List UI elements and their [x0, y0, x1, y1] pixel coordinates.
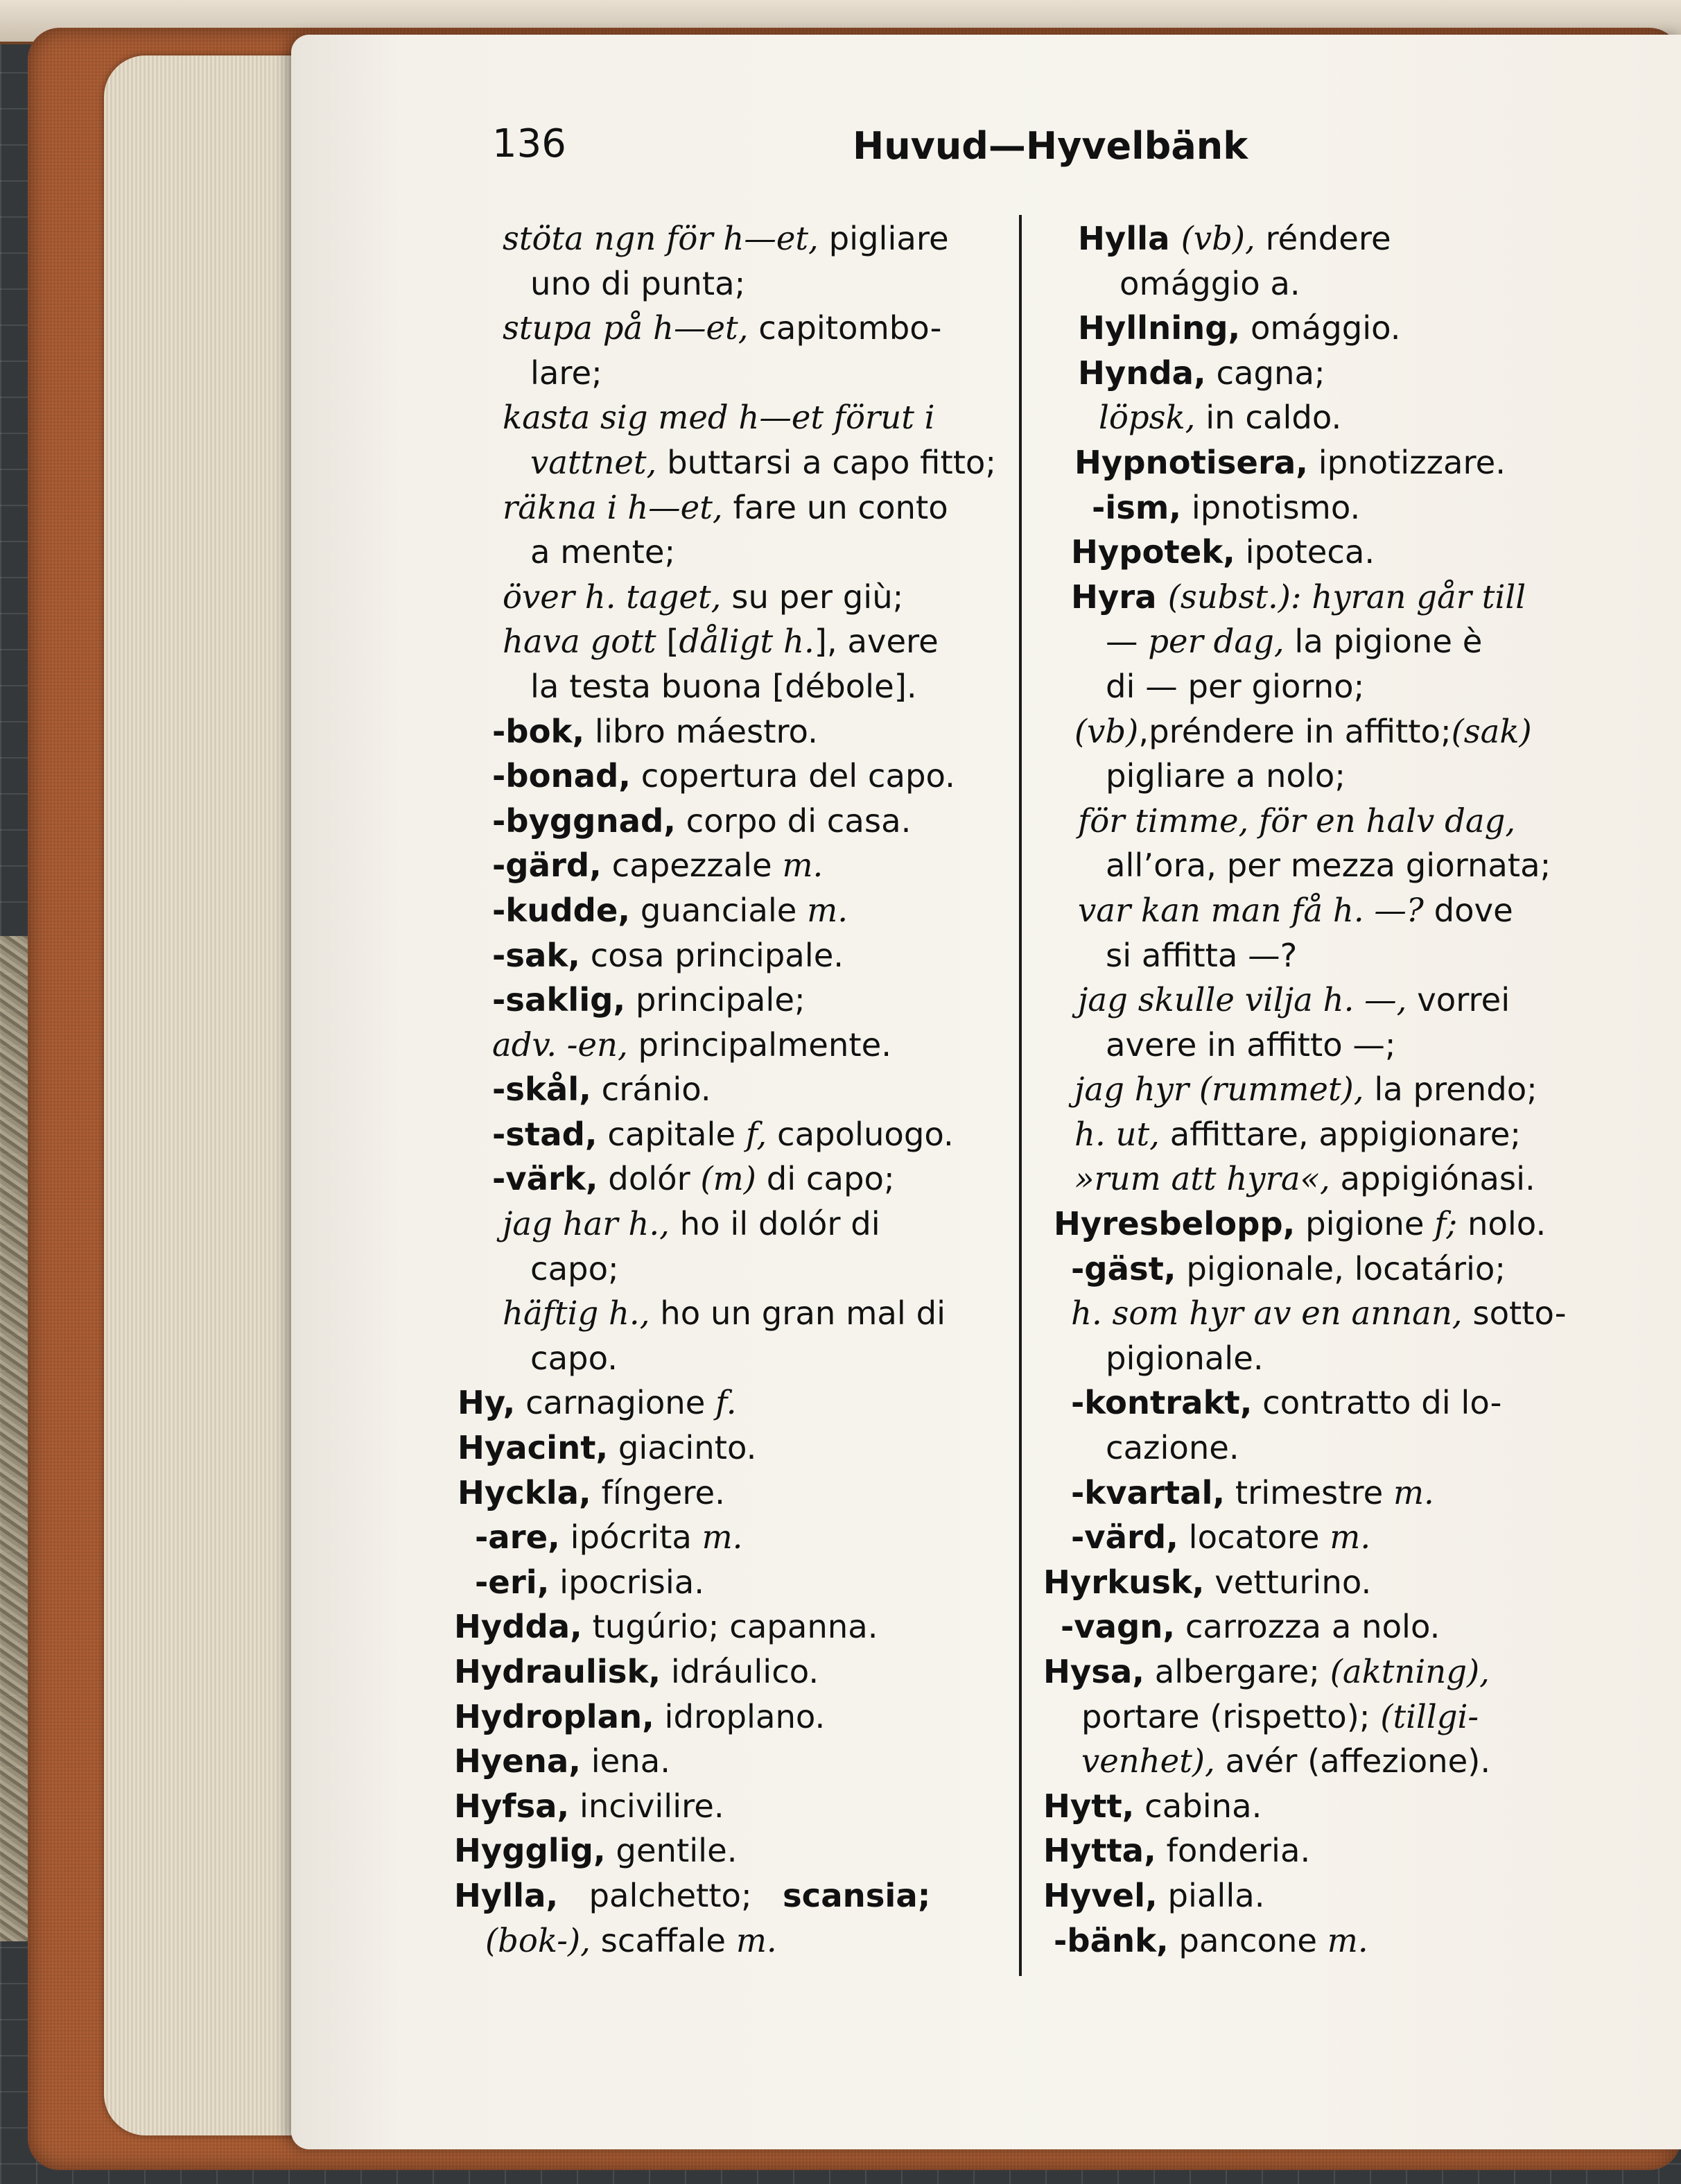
translation-text: su per giù; [721, 578, 904, 616]
headword: scansia; [783, 1876, 931, 1914]
headword: Hy, [458, 1384, 516, 1422]
translation-text: vorrei [1406, 981, 1510, 1019]
translation-text: la testa buona [débole]. [530, 667, 917, 705]
translation-text: cazione. [1106, 1429, 1239, 1467]
translation-text: cagna; [1205, 354, 1325, 392]
dictionary-line [1040, 1828, 1615, 1873]
dictionary-line [454, 1023, 1009, 1068]
headword: -värd, [1071, 1518, 1178, 1557]
translation-text: omággio. [1240, 309, 1401, 347]
dictionary-line [454, 709, 1009, 754]
headword: Hyfsa, [454, 1787, 570, 1825]
translation-text: ], avere [814, 623, 939, 661]
dictionary-line [1040, 1202, 1615, 1247]
italic-phrase: f, [745, 1115, 767, 1153]
dictionary-line [454, 1515, 1009, 1560]
translation-text: vetturino. [1204, 1563, 1372, 1601]
dictionary-line [454, 261, 1009, 306]
italic-phrase: stöta ngn för h—et, [503, 220, 819, 257]
italic-phrase: m. [1330, 1518, 1371, 1557]
italic-phrase: (vb), [1181, 220, 1255, 257]
headword: -bonad, [492, 757, 631, 795]
headword: Hynda, [1078, 354, 1206, 392]
dictionary-line [454, 1336, 1009, 1381]
translation-text: — [1106, 623, 1149, 661]
dictionary-line [454, 1380, 1009, 1425]
dictionary-line [1040, 575, 1615, 620]
translation-text: contratto di lo- [1252, 1384, 1502, 1422]
dictionary-line [454, 1649, 1009, 1695]
headword: -kvartal, [1071, 1473, 1226, 1511]
dictionary-line [1040, 754, 1615, 799]
headword: Hyacint, [458, 1429, 609, 1467]
italic-phrase: (bok-), [485, 1921, 591, 1959]
translation-text: portare (rispetto); [1081, 1697, 1381, 1735]
translation-text: la prendo; [1364, 1071, 1538, 1109]
headword: Hypotek, [1071, 533, 1235, 571]
translation-text: di — per giorno; [1106, 667, 1365, 705]
translation-text: principalmente. [627, 1025, 891, 1064]
italic-phrase: räkna i h—et, [503, 488, 723, 526]
translation-text: sotto- [1462, 1294, 1567, 1333]
translation-text: ipnotizzare. [1307, 443, 1506, 481]
headword: Hytta, [1043, 1832, 1156, 1870]
dictionary-line [454, 1560, 1009, 1605]
dictionary-line [454, 1471, 1009, 1516]
translation-text: carnagione [515, 1384, 716, 1422]
translation-text: idráulico. [661, 1653, 819, 1690]
left-column [454, 216, 1009, 1963]
italic-phrase: (m) [700, 1160, 756, 1198]
translation-text: idroplano. [654, 1697, 826, 1735]
translation-text: avere in affitto —; [1106, 1025, 1396, 1064]
headword: Hyckla, [458, 1473, 591, 1511]
translation-text: buttarsi a capo fitto; [656, 443, 997, 481]
translation-text: réndere [1255, 220, 1391, 257]
headword: -stad, [492, 1115, 598, 1153]
translation-text: ,préndere in affitto; [1138, 712, 1452, 750]
italic-phrase: h. som hyr av en annan, [1071, 1294, 1463, 1333]
translation-text: la pigione è [1284, 623, 1483, 661]
italic-phrase: venhet), [1081, 1742, 1215, 1780]
dictionary-line [454, 440, 1009, 485]
italic-phrase: löpsk, [1099, 399, 1196, 437]
italic-phrase: m. [1327, 1921, 1368, 1959]
translation-text: locatore [1178, 1518, 1330, 1557]
headword: -gäst, [1071, 1249, 1176, 1288]
translation-text: giacinto. [608, 1429, 757, 1467]
headword: -skål, [492, 1071, 591, 1109]
dictionary-line [454, 1156, 1009, 1202]
dictionary-line [1040, 1873, 1615, 1918]
italic-phrase: (sak) [1451, 712, 1532, 750]
translation-text: pigliare [818, 220, 949, 257]
headword: -eri, [475, 1563, 550, 1601]
translation-text: fare un conto [722, 488, 948, 526]
dictionary-line [454, 1067, 1009, 1112]
headword: -kudde, [492, 891, 631, 929]
dictionary-line [1040, 1604, 1615, 1649]
dictionary-line [454, 1828, 1009, 1873]
dictionary-line [1040, 1425, 1615, 1471]
dictionary-line [1040, 351, 1615, 396]
dictionary-line [1040, 933, 1615, 978]
dictionary-line [454, 1784, 1009, 1829]
italic-phrase: jag hyr (rummet), [1074, 1071, 1364, 1109]
running-head: Huvud—Hyvelbänk [853, 124, 1248, 168]
headword: -are, [475, 1518, 560, 1557]
translation-text: palchetto; [558, 1876, 783, 1914]
translation-text: copertura del capo. [630, 757, 955, 795]
translation-text: in caldo. [1195, 399, 1342, 437]
translation-text: nolo. [1457, 1205, 1547, 1243]
headword: Hydroplan, [454, 1697, 654, 1735]
italic-phrase: (aktning), [1330, 1653, 1490, 1690]
italic-phrase: hava gott [503, 623, 667, 661]
translation-text: capoluogo. [767, 1115, 954, 1153]
dictionary-line [454, 530, 1009, 575]
dictionary-line [454, 1604, 1009, 1649]
translation-text: guanciale [630, 891, 808, 929]
dictionary-line [1040, 306, 1615, 351]
dictionary-line [1040, 1067, 1615, 1112]
translation-text: omággio a. [1120, 264, 1300, 302]
headword: Hytt, [1043, 1787, 1135, 1825]
dictionary-line [454, 485, 1009, 530]
translation-text: di capo; [756, 1160, 895, 1198]
italic-phrase: m. [735, 1921, 777, 1959]
dictionary-line [454, 799, 1009, 844]
headword: -kontrakt, [1071, 1384, 1253, 1422]
dictionary-line [1040, 709, 1615, 754]
translation-text: capo; [530, 1249, 619, 1288]
dictionary-line [1040, 1291, 1615, 1336]
italic-phrase: m. [807, 891, 848, 929]
translation-text: pigliare a nolo; [1106, 757, 1346, 795]
italic-phrase: m. [702, 1518, 743, 1557]
translation-text: cosa principale. [580, 936, 844, 974]
headword: Hylla, [454, 1876, 559, 1914]
translation-text: albergare; [1144, 1653, 1330, 1690]
italic-phrase: (tillgi- [1380, 1697, 1479, 1735]
translation-text: capitale [597, 1115, 746, 1153]
translation-text: a mente; [530, 533, 676, 571]
translation-text: corpo di casa. [675, 801, 912, 840]
headword: Hyllning, [1078, 309, 1241, 347]
translation-text: ho un gran mal di [650, 1294, 946, 1333]
italic-phrase: häftig h., [503, 1294, 650, 1333]
translation-text: si affitta —? [1106, 936, 1298, 974]
headword: Hyra [1071, 578, 1168, 616]
translation-text: trimestre [1225, 1473, 1393, 1511]
dictionary-line [1040, 1023, 1615, 1068]
dictionary-line [1040, 619, 1615, 664]
translation-text: incivilire. [569, 1787, 724, 1825]
translation-text: pialla. [1157, 1876, 1265, 1914]
italic-phrase: f; [1434, 1205, 1458, 1243]
dictionary-line [454, 888, 1009, 933]
translation-text: appigiónasi. [1330, 1160, 1535, 1198]
headword: -saklig, [492, 981, 626, 1019]
italic-phrase: vattnet, [530, 443, 657, 481]
dictionary-line [1040, 888, 1615, 933]
italic-phrase: stupa på h—et, [503, 309, 749, 347]
italic-phrase: jag har h., [503, 1205, 670, 1243]
headword: -sak, [492, 936, 580, 974]
headword: Hyvel, [1043, 1876, 1158, 1914]
translation-text: ipoteca. [1235, 533, 1375, 571]
translation-text: lare; [530, 354, 602, 392]
italic-phrase: (subst.): hyran går till [1167, 578, 1526, 616]
dictionary-line [454, 1918, 1009, 1964]
translation-text: fíngere. [591, 1473, 725, 1511]
italic-phrase: dåligt h. [679, 623, 815, 661]
italic-phrase: »rum att hyra«, [1074, 1160, 1330, 1198]
translation-text: cabina. [1134, 1787, 1262, 1825]
translation-text: iena. [580, 1742, 670, 1780]
dictionary-line [1040, 1247, 1615, 1292]
dictionary-line [454, 843, 1009, 888]
headword: -värk, [492, 1160, 598, 1198]
translation-text: affittare, appigionare; [1159, 1115, 1522, 1153]
dictionary-line [454, 978, 1009, 1023]
translation-text: dolór [598, 1160, 701, 1198]
dictionary-line [1040, 978, 1615, 1023]
dictionary-line [454, 575, 1009, 620]
dictionary-line [1040, 1918, 1615, 1964]
italic-phrase: (vb) [1074, 712, 1139, 750]
translation-text: dove [1423, 891, 1513, 929]
translation-text: ho il dolór di [669, 1205, 880, 1243]
dictionary-line [454, 1291, 1009, 1336]
dictionary-line [454, 351, 1009, 396]
dictionary-line [1040, 799, 1615, 844]
dictionary-line [454, 1247, 1009, 1292]
dictionary-line [1040, 1695, 1615, 1740]
dictionary-line [1040, 1380, 1615, 1425]
dictionary-line [1040, 1739, 1615, 1784]
translation-text: pigionale. [1106, 1339, 1264, 1377]
italic-phrase: per dag, [1148, 623, 1284, 661]
translation-text: fonderia. [1156, 1832, 1311, 1870]
headword: -byggnad, [492, 801, 676, 840]
dictionary-line [1040, 664, 1615, 709]
dictionary-line [1040, 843, 1615, 888]
dictionary-line [1040, 1560, 1615, 1605]
italic-phrase: för timme, för en halv dag, [1078, 801, 1516, 840]
headword: -bänk, [1054, 1921, 1169, 1959]
headword: -gärd, [492, 847, 602, 885]
translation-text: capezzale [601, 847, 783, 885]
translation-text: libro máestro. [584, 712, 818, 750]
translation-text: avér (affezione). [1214, 1742, 1491, 1780]
dictionary-line [454, 933, 1009, 978]
dictionary-line [1040, 1649, 1615, 1695]
headword: -vagn, [1061, 1608, 1176, 1646]
translation-text: cránio. [591, 1071, 711, 1109]
dictionary-line [1040, 1471, 1615, 1516]
translation-text: carrozza a nolo. [1175, 1608, 1440, 1646]
dictionary-line [1040, 485, 1615, 530]
headword: Hydraulisk, [454, 1653, 661, 1690]
headword: -bok, [492, 712, 585, 750]
translation-text: ipocrisia. [549, 1563, 705, 1601]
italic-phrase: kasta sig med h—et förut i [503, 399, 935, 437]
dictionary-line [454, 754, 1009, 799]
page-header [492, 121, 1262, 170]
page-number: 136 [492, 121, 566, 166]
dictionary-line [1040, 530, 1615, 575]
dictionary-line [1040, 1112, 1615, 1157]
headword: Hysa, [1043, 1653, 1144, 1690]
column-divider [1019, 215, 1022, 1976]
dictionary-line [1040, 1784, 1615, 1829]
translation-text: ipócrita [559, 1518, 702, 1557]
dictionary-line [454, 1739, 1009, 1784]
translation-text: scaffale [590, 1921, 736, 1959]
italic-phrase: m. [1393, 1473, 1434, 1511]
translation-text: capo. [530, 1339, 618, 1377]
translation-text: [ [666, 623, 679, 661]
translation-text: pancone [1168, 1921, 1327, 1959]
translation-text: all’ora, per mezza giornata; [1106, 847, 1551, 885]
headword: Hyresbelopp, [1054, 1205, 1296, 1243]
dictionary-line [1040, 440, 1615, 485]
translation-text: pigione [1295, 1205, 1435, 1243]
italic-phrase: var kan man få h. —? [1078, 891, 1424, 929]
headword: Hydda, [454, 1608, 582, 1646]
translation-text: pigionale, locatário; [1176, 1249, 1506, 1288]
dictionary-line [1040, 1336, 1615, 1381]
italic-phrase: f. [715, 1384, 737, 1422]
headword: Hygglig, [454, 1832, 606, 1870]
italic-phrase: m. [782, 847, 824, 885]
dictionary-line [1040, 216, 1615, 261]
italic-phrase: över h. taget, [503, 578, 722, 616]
dictionary-line [1040, 261, 1615, 306]
translation-text: ipnotismo. [1181, 488, 1361, 526]
headword: Hylla [1078, 220, 1181, 257]
translation-text: gentile. [605, 1832, 738, 1870]
dictionary-line [454, 1112, 1009, 1157]
translation-text: uno di punta; [530, 264, 746, 302]
dictionary-line [1040, 395, 1615, 440]
dictionary-line [1040, 1156, 1615, 1202]
headword: Hyrkusk, [1043, 1563, 1205, 1601]
dictionary-line [454, 1202, 1009, 1247]
italic-phrase: adv. -en, [492, 1025, 628, 1064]
dictionary-line [1040, 1515, 1615, 1560]
translation-text: tugúrio; capanna. [582, 1608, 878, 1646]
dictionary-line [454, 1425, 1009, 1471]
headword: -ism, [1092, 488, 1182, 526]
right-column [1040, 216, 1615, 1963]
dictionary-line [454, 1873, 1009, 1918]
translation-text: capitombo- [748, 309, 942, 347]
dictionary-line [454, 395, 1009, 440]
dictionary-line [454, 664, 1009, 709]
italic-phrase: h. ut, [1074, 1115, 1160, 1153]
dictionary-line [454, 1695, 1009, 1740]
headword: Hypnotisera, [1074, 443, 1308, 481]
dictionary-line [454, 216, 1009, 261]
dictionary-line [454, 306, 1009, 351]
dictionary-line [454, 619, 1009, 664]
headword: Hyena, [454, 1742, 581, 1780]
translation-text: principale; [625, 981, 805, 1019]
italic-phrase: jag skulle vilja h. —, [1078, 981, 1407, 1019]
